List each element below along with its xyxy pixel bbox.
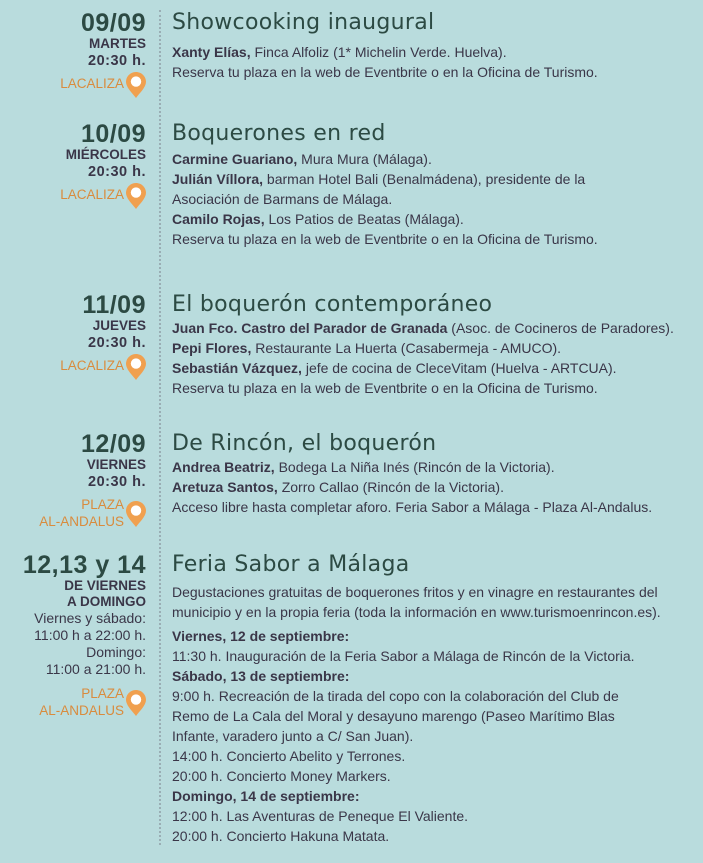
- map-pin-icon: [126, 183, 146, 209]
- event-venue[interactable]: [0, 682, 146, 719]
- event-day: JUEVES: [92, 318, 146, 333]
- event-line: Aretuza Santos, Zorro Callao (Rincón de la Victoria).: [172, 479, 504, 495]
- event-title: Boquerones en red: [172, 121, 386, 146]
- event-line: municipio y en la propia feria (toda la información en www.turismoenrincon.es).: [172, 604, 661, 620]
- event-date: 12/09: [80, 430, 146, 458]
- event-day: DE VIERNES A DOMINGO: [64, 578, 146, 609]
- map-pin-icon: [126, 690, 146, 716]
- event-details: [172, 121, 697, 249]
- event-details: [172, 292, 697, 398]
- event-venue[interactable]: [0, 493, 146, 530]
- event-line: Pepi Flores, Restaurante La Huerta (Casabermeja - AMUCO).: [172, 340, 562, 356]
- event-line: Juan Fco. Castro del Parador de Granada (Asoc. de Cocineros de Paradores).: [172, 320, 674, 336]
- event-hours: Viernes y sábado: 11:00 h a 22:00 h. Domingo: 11:00 a 21:00 h.: [34, 610, 146, 677]
- event-meta: [0, 10, 146, 98]
- event-venue[interactable]: [0, 72, 146, 98]
- event-meta: [0, 552, 146, 719]
- event-details: [172, 552, 697, 846]
- event-meta: [0, 431, 146, 530]
- event-line: Andrea Beatriz, Bodega La Niña Inés (Rincón de la Victoria).: [172, 459, 555, 475]
- event-day: VIERNES: [86, 457, 146, 472]
- map-pin-icon: [126, 72, 146, 98]
- timeline-divider: [159, 10, 161, 845]
- event-line: Julián Víllora, barman Hotel Bali (Benalmádena), presidente de la: [172, 171, 586, 187]
- event-subheading: Domingo, 14 de septiembre:: [172, 788, 360, 804]
- event-title: El boquerón contemporáneo: [172, 292, 493, 317]
- event-line: Sebastián Vázquez, jefe de cocina de CleceVitam (Huelva - ARTCUA).: [172, 360, 617, 376]
- event-title: Feria Sabor a Málaga: [172, 552, 410, 577]
- event-day: MARTES: [89, 36, 146, 51]
- event-line: Reserva tu plaza en la web de Eventbrite o en la Oficina de Turismo.: [172, 64, 598, 80]
- event-title: De Rincón, el boquerón: [172, 431, 437, 456]
- event-line: Degustaciones gratuitas de boquerones fritos y en vinagre en restaurantes del: [172, 584, 658, 600]
- event-line: 20:00 h. Concierto Hakuna Matata.: [172, 828, 390, 844]
- event-line: Acceso libre hasta completar aforo. Feria Sabor a Málaga - Plaza Al-Andalus.: [172, 499, 653, 515]
- venue-label: LACALIZA: [60, 187, 124, 202]
- venue-label: LACALIZA: [60, 358, 124, 373]
- event-line: Remo de La Cala del Moral y desayuno marengo (Paseo Marítimo Blas: [172, 708, 615, 724]
- event-line: Camilo Rojas, Los Patios de Beatas (Málaga).: [172, 211, 464, 227]
- event-day: MIÉRCOLES: [65, 147, 146, 162]
- event-title: Showcooking inaugural: [172, 10, 435, 35]
- event-subheading: Sábado, 13 de septiembre:: [172, 668, 350, 684]
- map-pin-icon: [126, 501, 146, 527]
- event-line: Reserva tu plaza en la web de Eventbrite o en la Oficina de Turismo.: [172, 231, 598, 247]
- event-line: Xanty Elías, Finca Alfoliz (1* Michelin Verde. Huelva).: [172, 44, 507, 60]
- event-subheading: Viernes, 12 de septiembre:: [172, 628, 350, 644]
- event-date: 12,13 y 14: [22, 551, 146, 579]
- event-venue[interactable]: [0, 183, 146, 209]
- map-pin-icon: [126, 354, 146, 380]
- venue-label: LACALIZA: [60, 76, 124, 91]
- event-date: 10/09: [80, 120, 146, 148]
- event-meta: [0, 121, 146, 209]
- event-time: 20:30 h.: [88, 335, 146, 351]
- event-time: 20:30 h.: [88, 164, 146, 180]
- event-time: 20:30 h.: [88, 53, 146, 69]
- event-date: 09/09: [80, 9, 146, 37]
- event-line: Infante, varadero junto a C/ San Juan).: [172, 728, 414, 744]
- venue-label: PLAZA AL-ANDALUS: [39, 497, 124, 529]
- venue-label: PLAZA AL-ANDALUS: [39, 686, 124, 718]
- event-time: 20:30 h.: [88, 474, 146, 490]
- event-venue[interactable]: [0, 354, 146, 380]
- event-line: 11:30 h. Inauguración de la Feria Sabor a Málaga de Rincón de la Victoria.: [172, 648, 635, 664]
- event-line: 14:00 h. Concierto Abelito y Terrones.: [172, 748, 406, 764]
- event-details: [172, 10, 697, 82]
- event-line: Carmine Guariano, Mura Mura (Málaga).: [172, 151, 432, 167]
- event-date: 11/09: [82, 291, 146, 319]
- event-details: [172, 431, 697, 517]
- event-line: Asociación de Barmans de Málaga.: [172, 191, 393, 207]
- event-line: 20:00 h. Concierto Money Markers.: [172, 768, 391, 784]
- event-line: 12:00 h. Las Aventuras de Peneque El Valiente.: [172, 808, 469, 824]
- event-line: 9:00 h. Recreación de la tirada del copo con la colaboración del Club de: [172, 688, 619, 704]
- event-line: Reserva tu plaza en la web de Eventbrite o en la Oficina de Turismo.: [172, 380, 598, 396]
- event-meta: [0, 292, 146, 380]
